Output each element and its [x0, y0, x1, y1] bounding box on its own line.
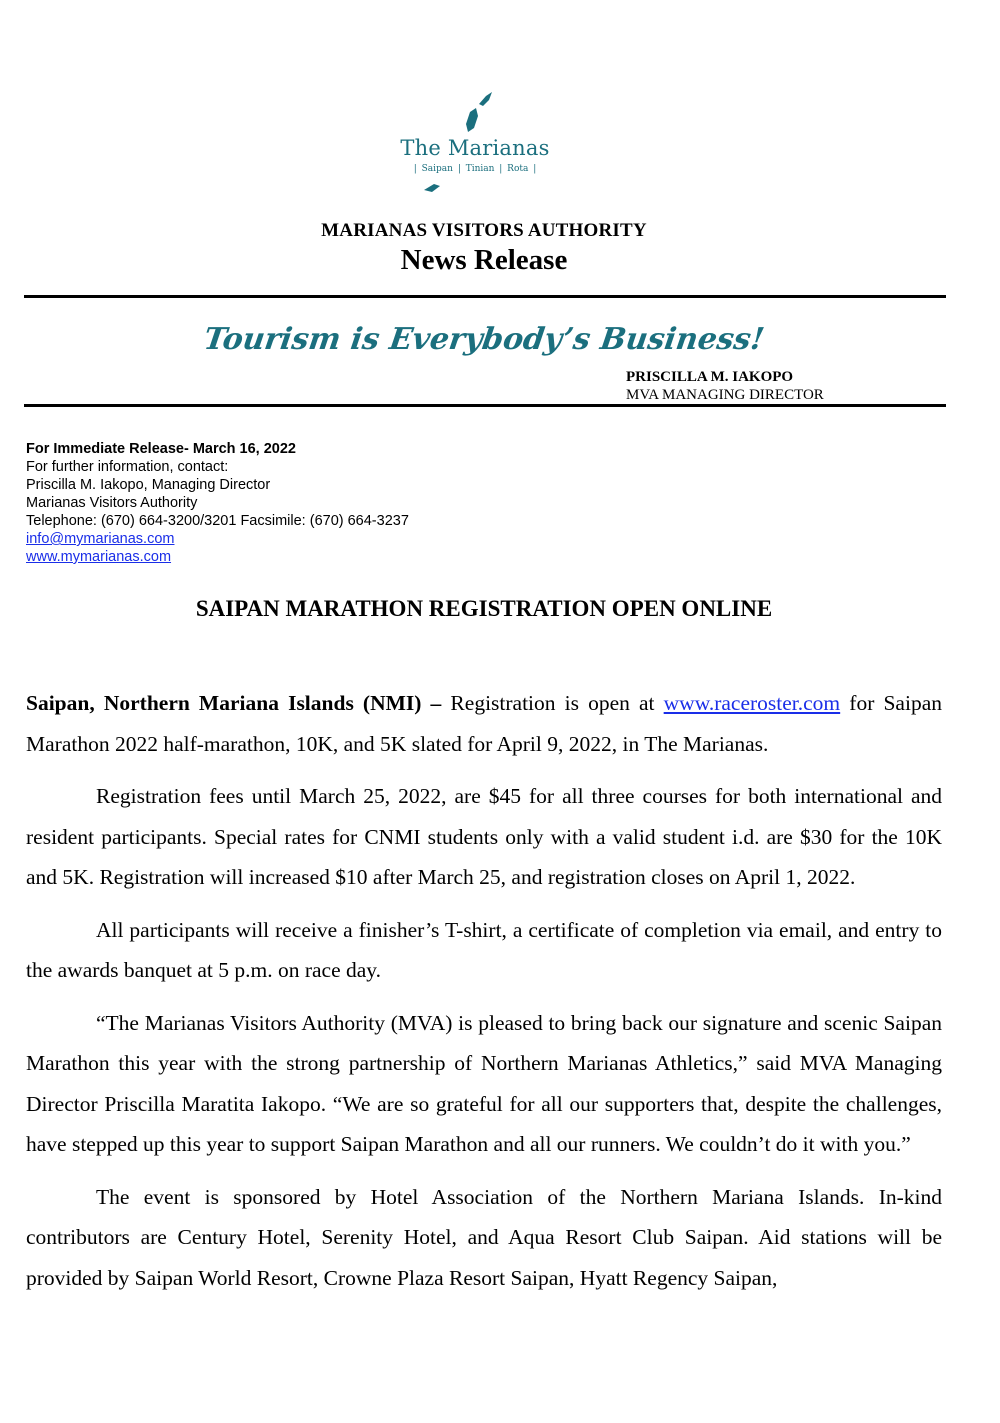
header-divider-bottom: [24, 404, 946, 407]
raceroster-link[interactable]: www.raceroster.com: [663, 691, 841, 715]
marianas-logo: [390, 84, 570, 204]
logo-title: The Marianas: [400, 136, 550, 160]
release-type: News Release: [400, 244, 568, 276]
paragraph-5: The event is sponsored by Hotel Association of the Northern Mariana Islands. In-kind contributors are Century Hotel, Serenity Hotel, and Aqua Resort Club Saipan. Aid stations will be provided by Saipan World Resort, Crowne Plaza Resort Saipan, Hyatt Regency Saipan,: [26, 1184, 942, 1290]
release-body: [26, 683, 942, 1310]
contact-block: [26, 440, 409, 566]
organization-name: MARIANAS VISITORS AUTHORITY: [321, 220, 647, 241]
slogan: Tourism is Everybody’s Business!: [201, 322, 767, 357]
dateline: Saipan, Northern Mariana Islands (NMI) –: [26, 691, 442, 715]
paragraph-2: Registration fees until March 25, 2022, are $45 for all three courses for both international and resident participants. Special rates for CNMI students only with a valid student i.d. are $30 for the 10K and 5K. Registration will increased $10 after March 25, and registration closes on April 1, 2022.: [26, 784, 942, 889]
paragraph-4: “The Marianas Visitors Authority (MVA) is pleased to bring back our signature and scenic Saipan Marathon this year with the strong partnership of Northern Marianas Athletics,” said MVA Managing Director Priscilla Maratita Iakopo. “We are so grateful for all our supporters that, despite the challenges, have stepped up this year to support Saipan Marathon and all our runners. We couldn’t do it with you.”: [26, 1010, 942, 1156]
headline: SAIPAN MARATHON REGISTRATION OPEN ONLINE: [195, 596, 773, 621]
website-link[interactable]: www.mymarianas.com: [26, 549, 172, 565]
release-date-line: For Immediate Release- March 16, 2022: [26, 441, 296, 457]
director-block: [626, 368, 824, 404]
header-divider-top: [24, 295, 946, 298]
contact-person: Priscilla M. Iakopo, Managing Director: [26, 477, 271, 493]
contact-organization: Marianas Visitors Authority: [26, 495, 198, 511]
logo-subtitle: | Saipan | Tinian | Rota |: [413, 164, 537, 174]
email-link[interactable]: info@mymarianas.com: [26, 531, 175, 547]
contact-info-line: For further information, contact:: [26, 459, 229, 475]
paragraph-3: All participants will receive a finisher’s T-shirt, a certificate of completion via email, and entry to the awards banquet at 5 p.m. on race day.: [26, 917, 942, 982]
director-name: PRISCILLA M. IAKOPO: [626, 369, 794, 385]
paragraph-1: Saipan, Northern Mariana Islands (NMI) – Registration is open at www.raceroster.com for Saipan Marathon 2022 half-marathon, 10K, and 5K slated for April 9, 2022, in The Marianas.: [26, 691, 942, 756]
director-title: MVA MANAGING DIRECTOR: [626, 387, 824, 403]
contact-phones: Telephone: (670) 664-3200/3201 Facsimile: (670) 664-3237: [26, 513, 409, 529]
